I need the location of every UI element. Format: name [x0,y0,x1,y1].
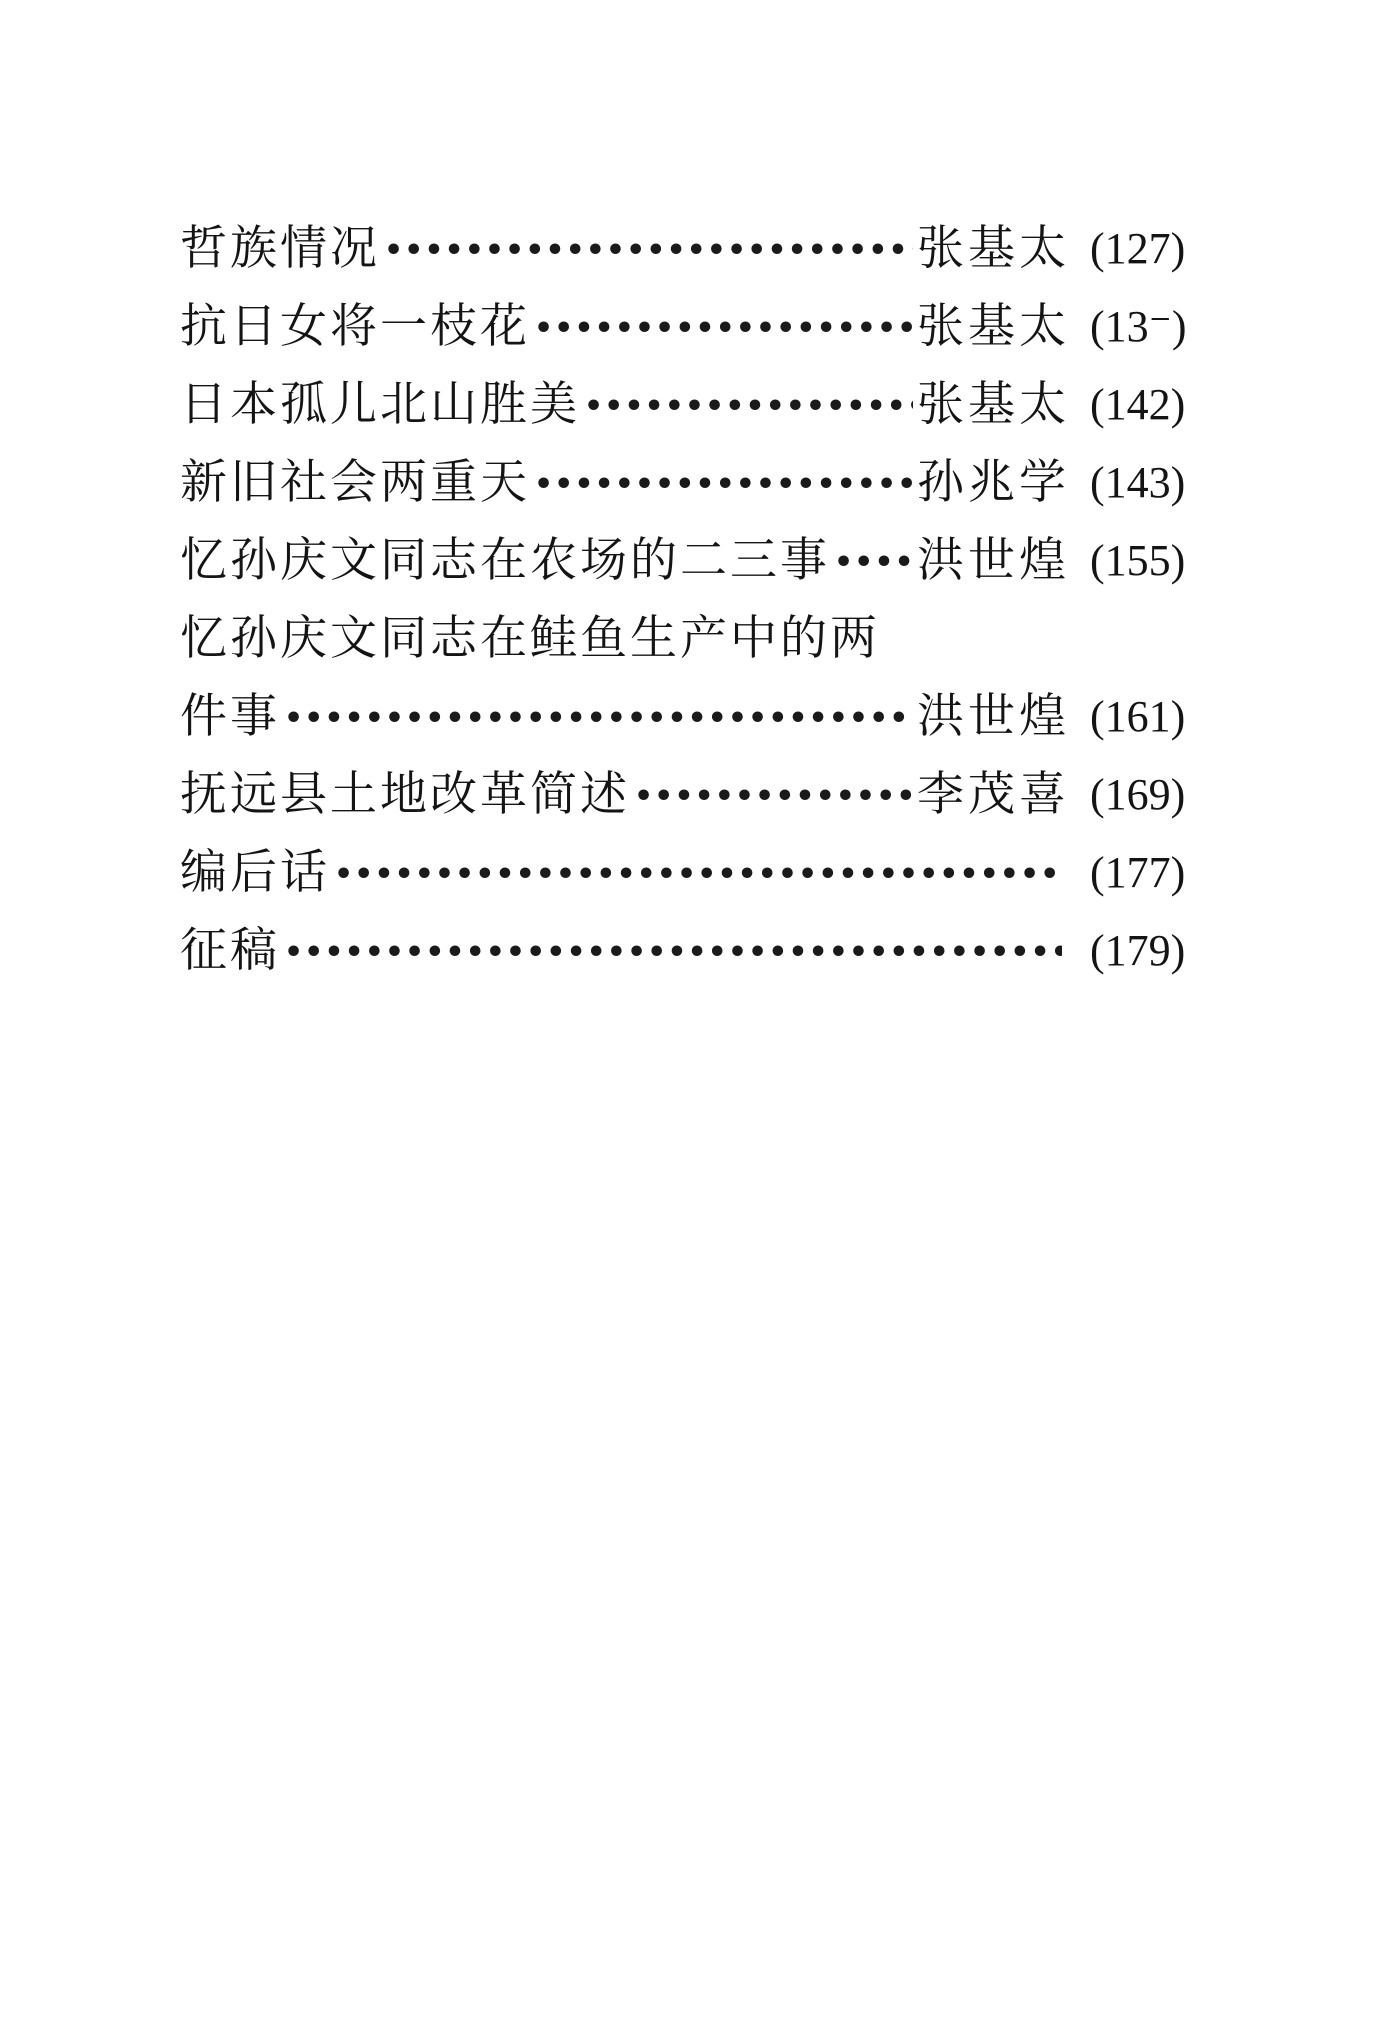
toc-entry-title: 日本孤儿北山胜美 [180,377,580,432]
dot-leader [830,524,913,602]
toc-entry-page: (155) [1090,536,1186,585]
toc-entry [180,288,1240,366]
toc-entry-page: (13⁻) [1090,302,1187,351]
toc-entry-page: (143) [1090,458,1186,507]
toc-entry-title: 新旧社会两重天 [180,455,530,510]
toc-entry-author: 张基太 [917,299,1070,354]
toc-entry-page: (179) [1090,926,1186,975]
toc-entry-author: 洪世煌 [917,533,1070,588]
dot-leader [280,680,913,758]
toc-entry-title: 编后话 [180,845,330,900]
toc-entry-author: 洪世煌 [917,689,1070,744]
toc-entry-author: 李茂喜 [917,767,1070,822]
dot-leader [580,368,913,446]
toc-entry-wrapped-line [180,600,1240,678]
dot-leader [380,212,913,290]
dot-leader [280,914,1062,992]
dot-leader [530,446,913,524]
toc-entry-title: 抚远县土地改革简述 [180,767,630,822]
toc-entry-author: 张基太 [917,377,1070,432]
dot-leader [330,836,1062,914]
toc-entry-author: 孙兆学 [917,455,1070,510]
toc-entry [180,912,1240,990]
toc-entry [180,756,1240,834]
toc-entry-title-continued: 件事 [180,689,280,744]
toc-entry-page: (127) [1090,224,1186,273]
toc-entry [180,366,1240,444]
toc-entry [180,210,1240,288]
toc-entry-page: (142) [1090,380,1186,429]
table-of-contents [180,210,1240,990]
toc-entry [180,834,1240,912]
toc-entry-page: (169) [1090,770,1186,819]
toc-entry-title: 忆孙庆文同志在农场的二三事 [180,533,830,588]
toc-entry [180,522,1240,600]
dot-leader [530,290,913,368]
toc-entry-title: 抗日女将一枝花 [180,299,530,354]
toc-entry-title: 哲族情况 [180,221,380,276]
dot-leader [630,758,913,836]
toc-entry [180,678,1240,756]
toc-entry-author: 张基太 [917,221,1070,276]
toc-entry-title: 征稿 [180,923,280,978]
toc-entry-page: (161) [1090,692,1186,741]
toc-entry [180,444,1240,522]
toc-entry-page: (177) [1090,848,1186,897]
toc-entry-title: 忆孙庆文同志在鲑鱼生产中的两 [180,611,880,666]
